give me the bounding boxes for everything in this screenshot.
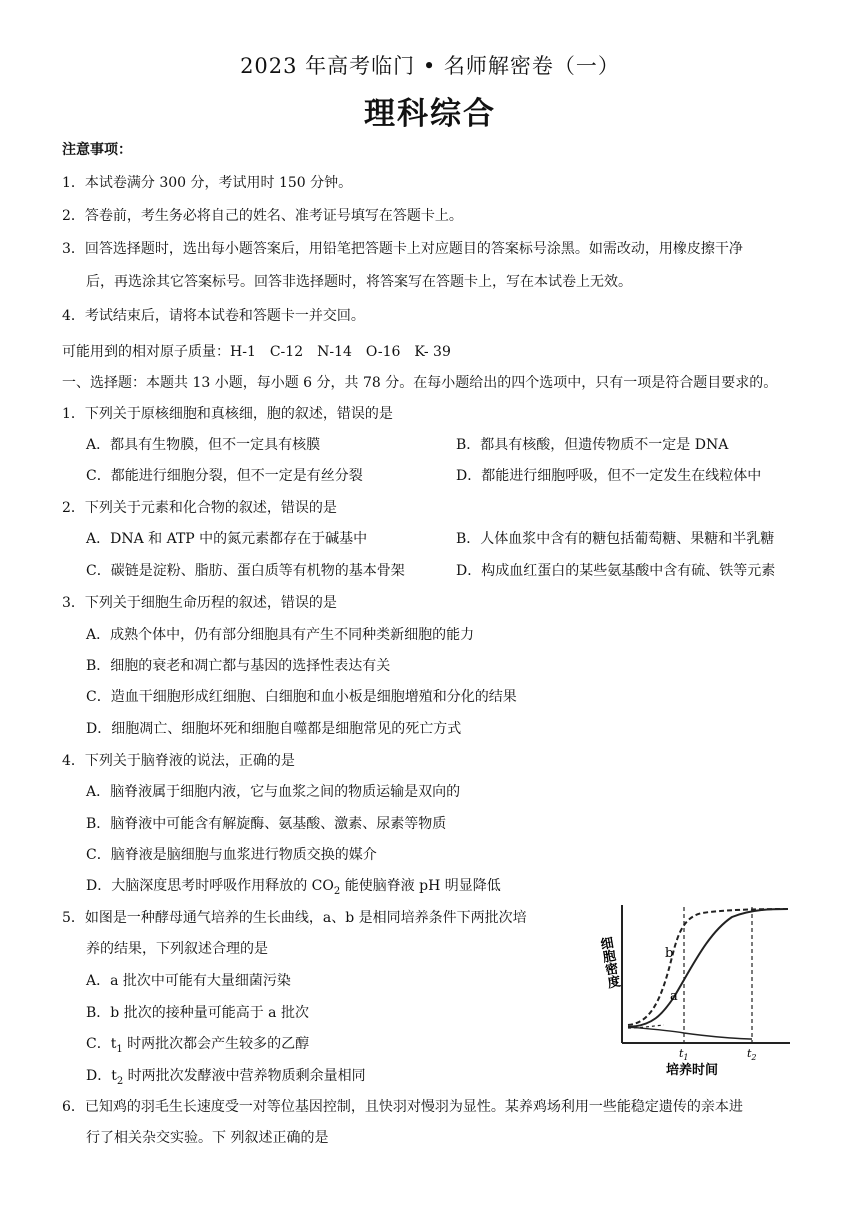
tick-t2-main: t [747,1047,752,1060]
q3-option-d: D．细胞凋亡、细胞坏死和细胞自噬都是细胞常见的死亡方式 [86,721,462,737]
q2-option-d: D．构成血红蛋白的某些氨基酸中含有硫、铁等元素 [456,563,776,579]
q5-option-d-pre: D．t [86,1068,117,1084]
label-b: b [665,946,674,961]
growth-curve-figure [592,897,792,1077]
q3-option-c: C．造血干细胞形成红细胞、白细胞和血小板是细胞增殖和分化的结果 [86,689,517,705]
q4-option-d [86,877,501,901]
q3-stem: 3．下列关于细胞生命历程的叙述，错误的是 [62,595,337,611]
q5-option-d-sub: 2 [116,1075,124,1087]
figure-ylabel: 细胞密度 [596,935,621,990]
figure-xlabel: 培养时间 [666,1063,719,1077]
q4-option-d-pre: D．大脑深度思考时呼吸作用释放的 CO [86,878,334,894]
label-a: a [670,989,678,1004]
q5-option-a: A．a 批次中可能有大量细菌污染 [86,973,291,989]
q2-option-b: B．人体血浆中含有的糖包括葡萄糖、果糖和半乳糖 [456,531,775,547]
notice-item-4: 4．考试结束后，请将本试卷和答题卡一并交回。 [62,308,365,324]
q4-option-a: A．脑脊液属于细胞内液，它与血浆之间的物质运输是双向的 [86,784,461,800]
tick-t1-main: t [679,1047,684,1060]
q5-stem: 5．如图是一种酵母通气培养的生长曲线，a、b 是相同培养条件下两批次培 [62,910,527,926]
q4-option-d-post: 能使脑脊液 pH 明显降低 [340,878,501,894]
tick-t1-sub: 1 [683,1053,689,1062]
q5-option-d-post: 时两批次发酵液中营养物质剩余量相同 [123,1068,366,1084]
exam-title: 2023 年高考临门 • 名师解密卷（一） [240,54,620,78]
exam-subject: 理科综合 [364,96,496,132]
q2-option-a: A．DNA 和 ATP 中的氮元素都存在于碱基中 [86,531,368,547]
q5-option-c-pre: C．t [86,1036,117,1052]
notice-item-3-cont: 后，再选涂其它答案标号。回答非选择题时，将答案写在答题卡上，写在本试卷上无效。 [86,274,632,290]
q4-option-b: B．脑脊液中可能含有解旋酶、氨基酸、激素、尿素等物质 [86,816,447,832]
q1-stem: 1．下列关于原核细胞和真核细，胞的叙述，错误的是 [62,406,393,422]
notice-title: 注意事项： [62,142,132,158]
q4-option-c: C．脑脊液是脑细胞与血浆进行物质交换的媒介 [86,847,377,863]
notice-item-2: 2．答卷前，考生务必将自己的姓名、准考证号填写在答题卡上。 [62,208,463,224]
q5-option-d [86,1067,366,1091]
curve-b [628,909,788,1025]
curve-a [628,909,788,1027]
q1-option-b: B．都具有核酸，但遗传物质不一定是 DNA [456,437,729,453]
q2-option-c: C．碳链是淀粉、脂肪、蛋白质等有机物的基本骨架 [86,563,405,579]
q5-option-c-sub: 1 [116,1043,123,1055]
atomic-mass-line: 可能用到的相对原子质量：H-1 C-12 N-14 O-16 K- 39 [62,344,451,360]
q5-option-b: B．b 批次的接种量可能高于 a 批次 [86,1005,309,1021]
tick-t2-sub: 2 [751,1053,757,1062]
q4-option-d-sub: 2 [333,885,341,897]
tick-t2 [747,1047,757,1062]
growth-curve-svg [592,897,792,1077]
q6-stem-cont: 行了相关杂交实验。下 列叙述正确的是 [86,1130,329,1146]
q3-option-a: A．成熟个体中，仍有部分细胞具有产生不同种类新细胞的能力 [86,627,475,643]
q1-option-d: D．都能进行细胞呼吸，但不一定发生在线粒体中 [456,468,762,484]
section-intro: 一、选择题：本题共 13 小题，每小题 6 分，共 78 分。在每小题给出的四个选项中，只有一项是符合题目要求的。 [62,375,778,391]
q5-option-c-post: 时两批次都会产生较多的乙醇 [122,1036,310,1052]
tick-t1 [679,1047,689,1062]
q5-stem-cont: 养的结果，下列叙述合理的是 [86,941,268,957]
notice-item-3: 3．回答选择题时，选出每小题答案后，用铅笔把答题卡上对应题目的答案标号涂黑。如需改动，用橡皮擦干净 [62,241,743,257]
q1-option-c: C．都能进行细胞分裂，但不一定是有丝分裂 [86,468,363,484]
q4-stem: 4．下列关于脑脊液的说法，正确的是 [62,753,295,769]
q2-stem: 2．下列关于元素和化合物的叙述，错误的是 [62,500,337,516]
q5-option-c [86,1035,309,1059]
baseline-curve-solid [628,1027,752,1039]
q3-option-b: B．细胞的衰老和凋亡都与基因的选择性表达有关 [86,658,391,674]
q1-option-a: A．都具有生物膜，但不一定具有核膜 [86,437,321,453]
notice-item-1: 1．本试卷满分 300 分，考试用时 150 分钟。 [62,175,353,191]
q6-stem: 6．已知鸡的羽毛生长速度受一对等位基因控制，且快羽对慢羽为显性。某养鸡场利用一些能稳定遗传的亲本进 [62,1099,743,1115]
